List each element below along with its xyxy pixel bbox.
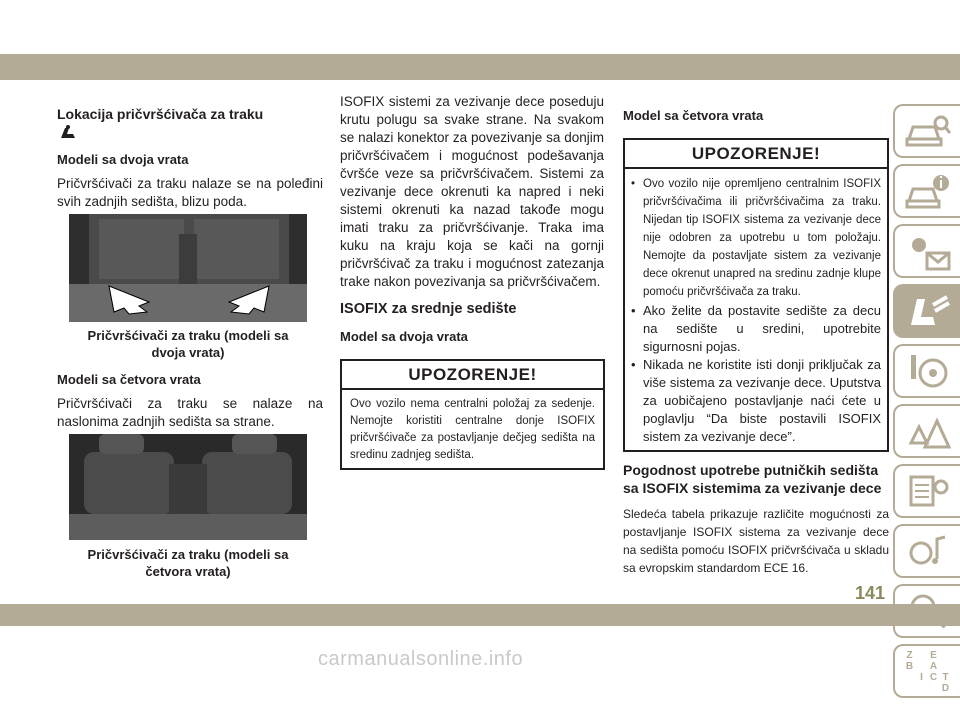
warning-box-two-door: [340, 359, 605, 470]
paragraph-seat-suitability: Sledeća tabela prikazuje različite mogućnosti za postavljanje ISOFIX sistema za vezivanje dece na sedišta pomoću ISOFIX pričvršćivača u skladu sa evropskim standardom ECE 16.: [623, 507, 889, 575]
steering-wheel-icon: [905, 351, 951, 391]
watermark: carmanualsonline.info: [318, 648, 524, 670]
subheading-four-door: Modeli sa četvora vrata: [57, 372, 201, 387]
tab-car-info[interactable]: [893, 164, 960, 218]
tab-steering-wheel[interactable]: [893, 344, 960, 398]
right-column: [623, 108, 889, 123]
top-band: [0, 54, 960, 80]
tab-index[interactable]: [893, 644, 960, 698]
left-column: [57, 106, 323, 211]
warning-bullet: • Nikada ne koristite isti donji priključak za više sistema za vezivanje dece. Uputstva za uobičajeno postavljanje naći ćete u poglavlju “Da biste postavili ISOFIX sistem za vezivanje dece”.: [631, 357, 881, 444]
tab-warning-lights[interactable]: [893, 224, 960, 278]
warning-bullet: • Ovo vozilo nije opremljeno centralnim ISOFIX pričvršćivačima ili pričvršćivačima za traku. Nijedan tip ISOFIX sistema za vezivanje dece nije odobren za upotrebu u tom položaju. Nemojte da postavljate sistem za vezivanje dece okrenut unapred na sredinu zadnje klupe pomoću pričvršćivača za traku.: [631, 178, 881, 298]
child-seat-icon: [905, 291, 951, 331]
subheading-two-door-model: Model sa dvoja vrata: [340, 329, 468, 344]
photo-two-door-anchors: [69, 214, 307, 322]
tether-anchor-symbol-icon: [59, 124, 323, 142]
paragraph-four-door: Pričvršćivači za traku se nalaze na naslonima zadnjih sedišta sa strane.: [57, 396, 323, 429]
warning-title: UPOZORENJE!: [342, 361, 603, 390]
warning-box-four-door: [623, 138, 889, 452]
settings-list-icon: [905, 471, 951, 511]
car-search-icon: [905, 111, 951, 151]
warning-title: UPOZORENJE!: [625, 140, 887, 169]
warning-bullet: • Ako želite da postavite sedište za decu na sedište u sredini, upotrebite sigurnosni pojas.: [631, 303, 881, 354]
heading-seat-suitability: Pogodnost upotrebe putničkih sedišta sa ISOFIX sistemima za vezivanje dece: [623, 462, 882, 496]
bottom-band: [0, 604, 960, 626]
left-column-lower: [57, 372, 323, 431]
subheading-four-door-model: Model sa četvora vrata: [623, 108, 764, 123]
tab-settings-list[interactable]: [893, 464, 960, 518]
hazard-icon: [905, 411, 951, 451]
index-letters-icon: Z E B A I C T D: [905, 650, 950, 694]
warning-text: Ovo vozilo nema centralni položaj za sedenje. Nemojte koristiti centralne donje ISOFIX pričvršćivače za postavljanje dečjeg sedišta na sredinu zadnjeg sedišta.: [350, 398, 595, 461]
paragraph-isofix: ISOFIX sistemi za vezivanje dece poseduju krutu polugu sa svake strane. Na svakom se nalazi konektor za povezivanje sa donjim pričvršćivačem i mogućnost podešavanja čvršće veze sa pričvršćivačem. Sistemi za vezivanje dece okrenuti ka napred i neki sistemi okrenuti ka nazad takođe mogu imati traku za pričvršćivanje. Traka ima kuku na kraju koja se kači na gornji pričvršćivač za traku i mogućnost zatezanja trake nakon povezivanja sa pričvršćivačem.: [340, 94, 604, 289]
caption-four-door: Pričvršćivači za traku (modeli sa četvora vrata): [87, 547, 289, 579]
section-heading: Lokacija pričvršćivača za traku: [57, 106, 264, 122]
car-info-icon: [905, 171, 951, 211]
navigation-music-icon: [905, 531, 951, 571]
tab-hazard[interactable]: [893, 404, 960, 458]
subheading-two-door: Modeli sa dvoja vrata: [57, 152, 189, 167]
caption-two-door: Pričvršćivači za traku (modeli sa dvoja vrata): [87, 328, 289, 360]
middle-column: [340, 93, 604, 344]
page-number: 141: [855, 583, 886, 603]
heading-isofix-center: ISOFIX za srednje sedište: [340, 301, 517, 317]
warning-lights-icon: [905, 231, 951, 271]
paragraph-two-door: Pričvršćivači za traku nalaze se na poleđini svih zadnjih sedišta, blizu poda.: [57, 176, 323, 209]
tab-navigation-music[interactable]: [893, 524, 960, 578]
right-column-lower: [623, 461, 889, 577]
tab-car-search[interactable]: [893, 104, 960, 158]
tab-child-seat[interactable]: [893, 284, 960, 338]
photo-four-door-anchors: [69, 434, 307, 540]
